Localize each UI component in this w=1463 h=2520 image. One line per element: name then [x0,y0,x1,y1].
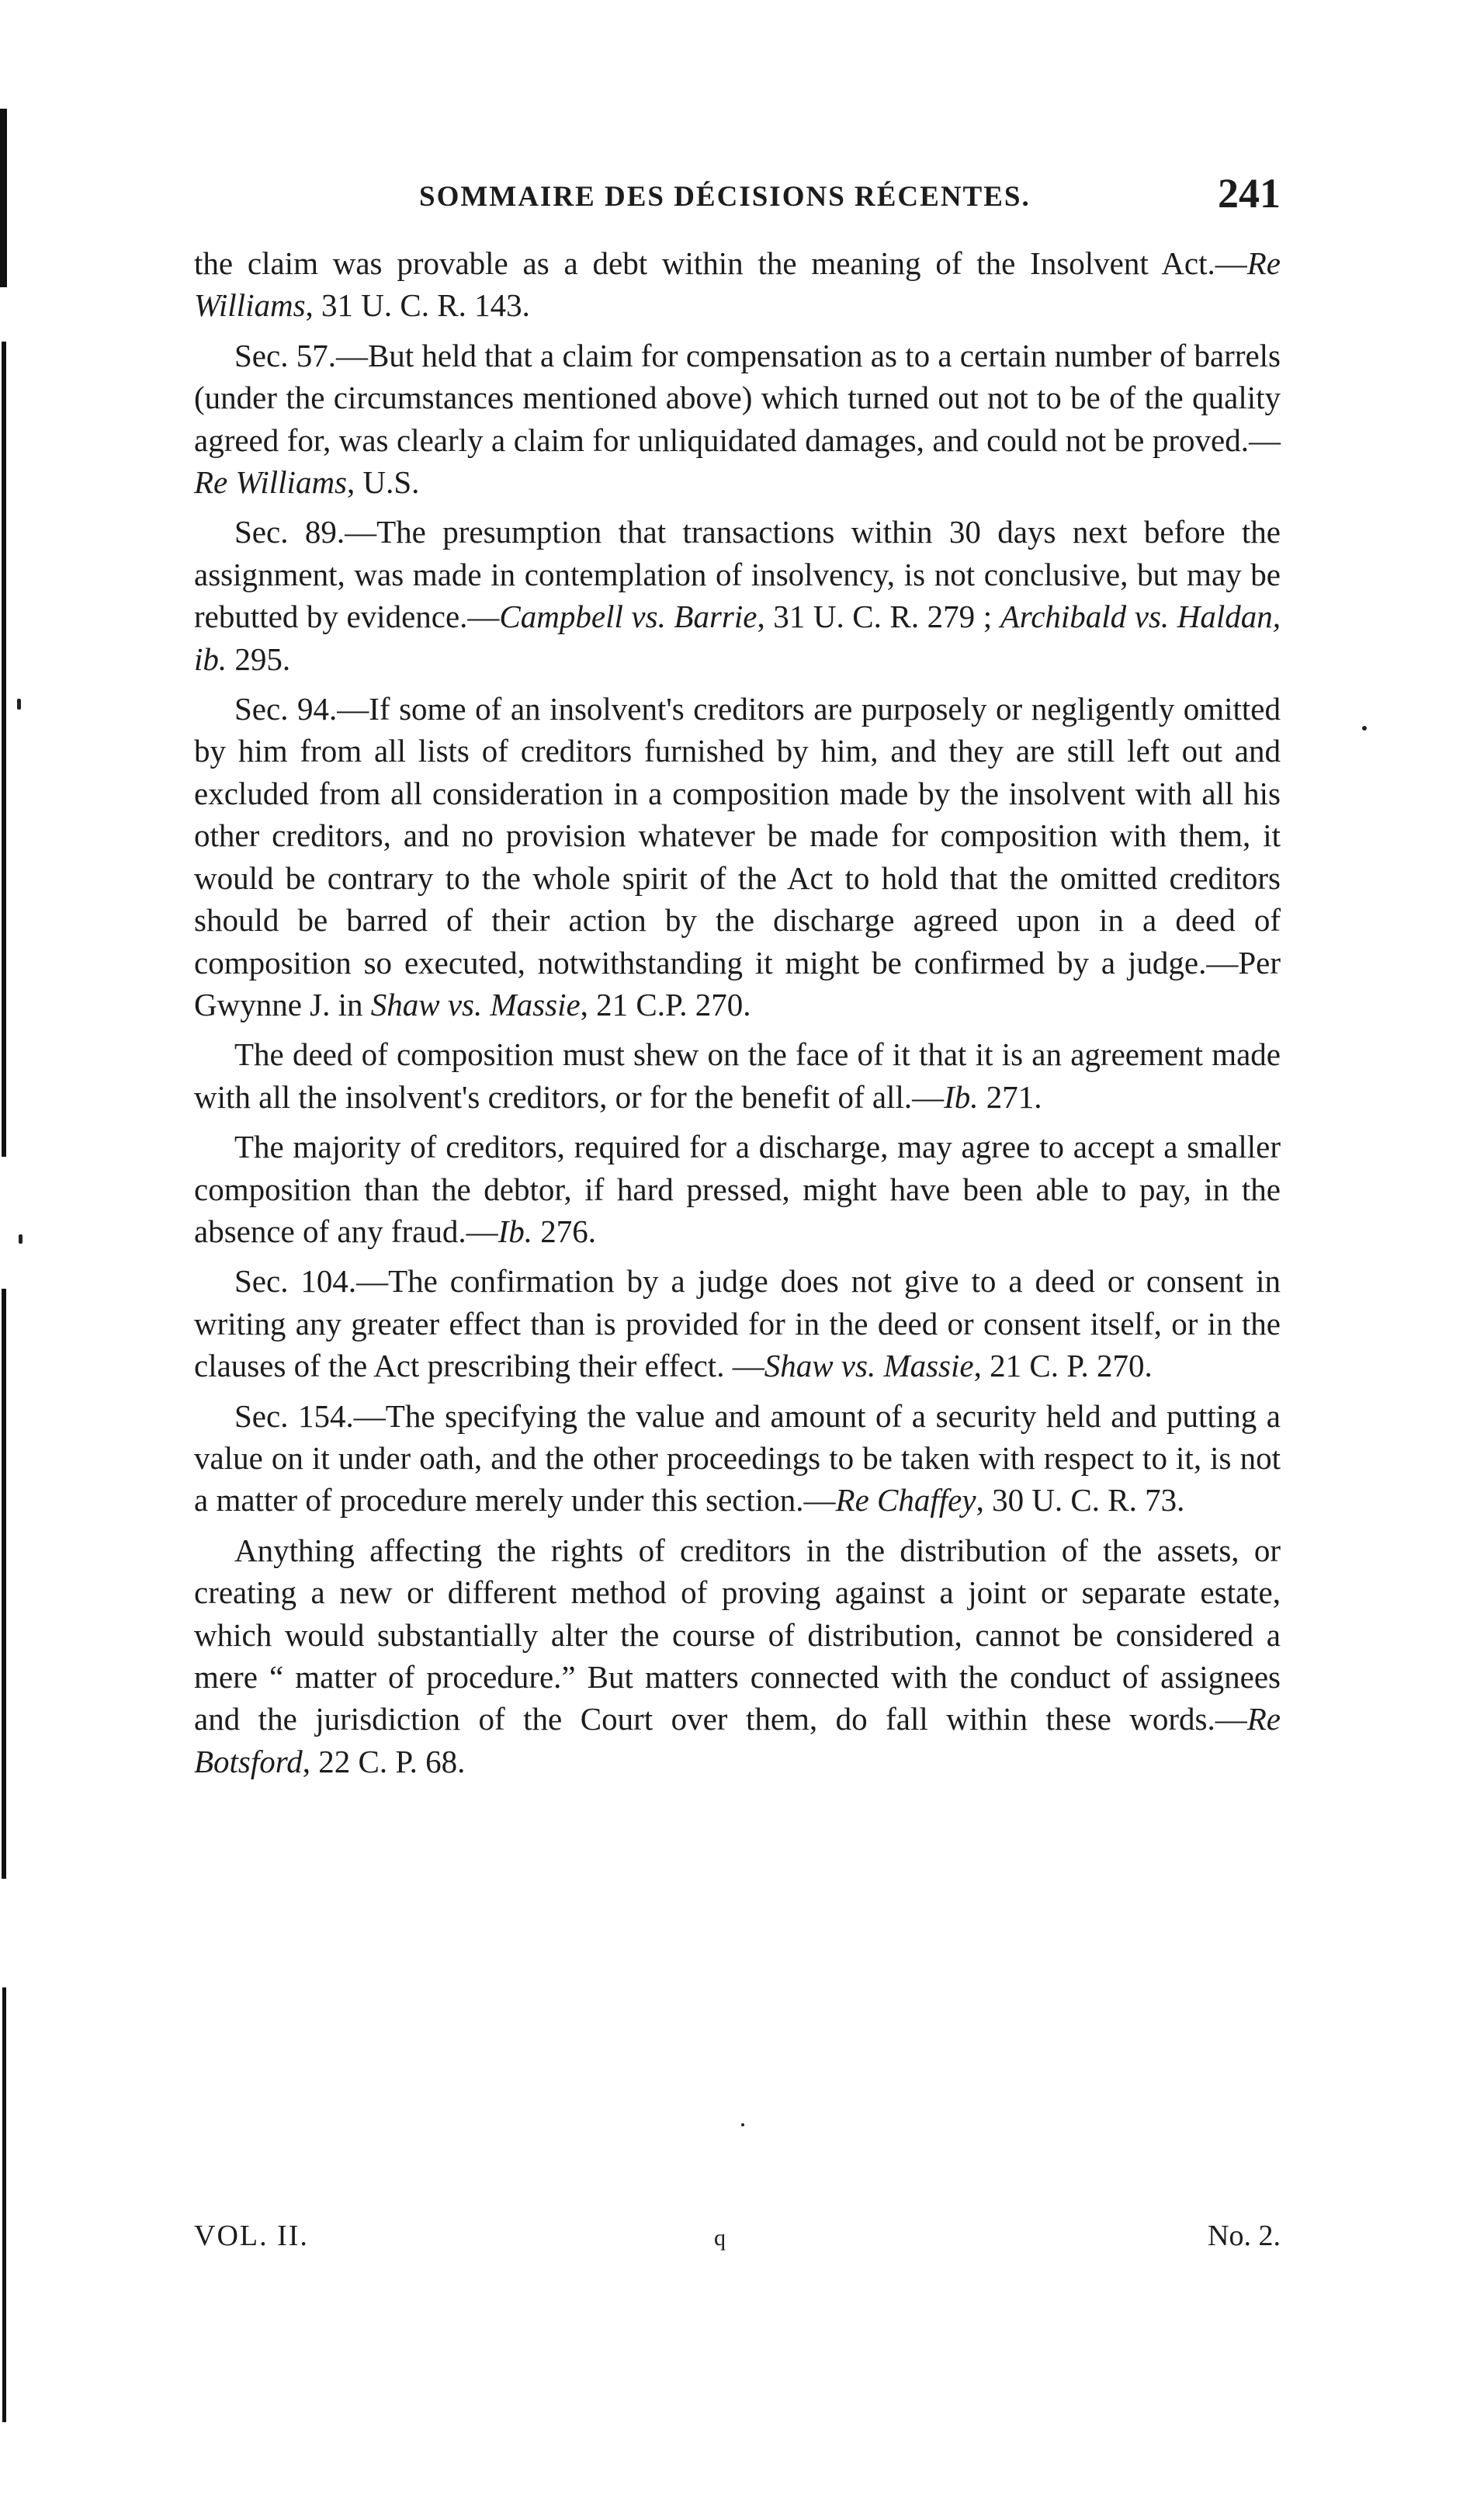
case-citation: Ib. [497,1213,533,1249]
paragraph [194,1126,1281,1252]
text-run: The deed of composition must shew on the face of it that it is an agreement made with all the insolvent's creditors, or for the benefit of all.— [194,1036,1281,1115]
text-run: Sec. 104.—The confirmation by a judge does not give to a deed or consent in writing any greater effect than is provided for in the deed or consent itself, or in the clauses of the Act prescribing their effect. — [194,1263,1281,1384]
case-citation: Re Williams [194,464,348,501]
case-citation: Campbell vs. Barrie [499,599,758,635]
text-run: Anything affecting the rights of creditors in the distribution of the assets, or creating a new or different method of proving against a joint or separate estate, which would substantially alter the course of distribution, cannot be considered a mere “ matter of procedure.” But matters connected with the conduct of assignees and the jurisdiction of the Court over them, do fall within these words.— [194,1532,1281,1737]
running-header [194,169,1281,224]
page-number: 241 [1218,170,1281,217]
text-run: Sec. 89.—The presumption that transactions within 30 days next before the assignment, was made in contemplation of insolvency, is not conclusive, but may be rebutted by evidence.— [194,514,1281,635]
signature-mark: q [714,2225,726,2251]
issue-number: No. 2. [1208,2220,1281,2252]
paragraph [194,511,1281,680]
text-run: , 30 U. C. R. 73. [976,1482,1185,1519]
page-footer [194,2219,1281,2265]
case-citation: Re Chaffey [835,1482,976,1519]
print-speck [1362,726,1367,731]
text-run: , 21 C.P. 270. [580,986,751,1022]
paragraph [194,242,1281,327]
paragraph [194,688,1281,1026]
case-citation: Shaw vs. Massie [764,1348,974,1384]
paragraph [194,335,1281,504]
case-citation: Archibald vs. Haldan, ib. [194,599,1281,677]
paragraph [194,1395,1281,1522]
text-run: , 22 C. P. 68. [302,1743,466,1779]
text-run: 271. [978,1078,1042,1115]
volume-label: VOL. II. [194,2220,309,2252]
text-run: the claim was provable as a debt within the meaning of the Insolvent Act.— [194,245,1247,281]
paragraph [194,1260,1281,1387]
scan-edge-mark [2,342,6,1157]
text-run: , 31 U. C. R. 279 ; [757,599,1000,635]
running-title: SOMMAIRE DES DÉCISIONS RÉCENTES. [419,181,1031,213]
scan-edge-mark [0,109,7,287]
text-run: Sec. 94.—If some of an insolvent's creditors are purposely or negligently omitted by him from all lists of creditors furnished by him, and they are still left out and excluded from all consideration in a composition made by the insolvent with all his other creditors, and no provision whatever be made for composition with them, it would be contrary to the whole spirit of the Act to hold that the omitted creditors should be barred of their action by the discharge agreed upon in a deed of composition so executed, notwithstanding it might be confirmed by a judge.—Per Gwynne J. in [194,691,1281,1022]
text-run: , U.S. [347,464,420,501]
paragraph [194,1529,1281,1782]
text-run: Sec. 57.—But held that a claim for compensation as to a certain number of barrels (under the circumstances mentioned above) which turned out not to be of the quality agreed for, was clearly a claim for unliquidated damages, and could not be proved.— [194,337,1281,458]
scan-edge-mark [2,1987,6,2422]
print-speck [19,1234,23,1244]
text-run: The majority of creditors, required for a discharge, may agree to accept a smaller composition than the debtor, if hard pressed, might have been able to pay, in the absence of any fraud.— [194,1129,1281,1249]
text-run: , 31 U. C. R. 143. [305,287,530,324]
text-run: , 21 C. P. 270. [973,1348,1153,1384]
text-run: Sec. 154.—The specifying the value and amount of a security held and putting a value on it under oath, and the other proceedings to be taken with respect to it, is not a matter of procedure merely under this section.— [194,1397,1281,1519]
print-speck [17,699,21,710]
paragraph [194,1033,1281,1118]
case-citation: Ib. [944,1078,979,1115]
text-run: 295. [227,640,291,677]
case-citation: Shaw vs. Massie [370,986,581,1022]
print-speck [741,2123,744,2126]
case-citation: Re Botsford [194,1701,1281,1779]
case-citation: Re Williams [194,245,1281,324]
scan-edge-mark [2,1289,6,1879]
body-text [194,242,1281,1790]
text-run: 276. [532,1213,597,1249]
